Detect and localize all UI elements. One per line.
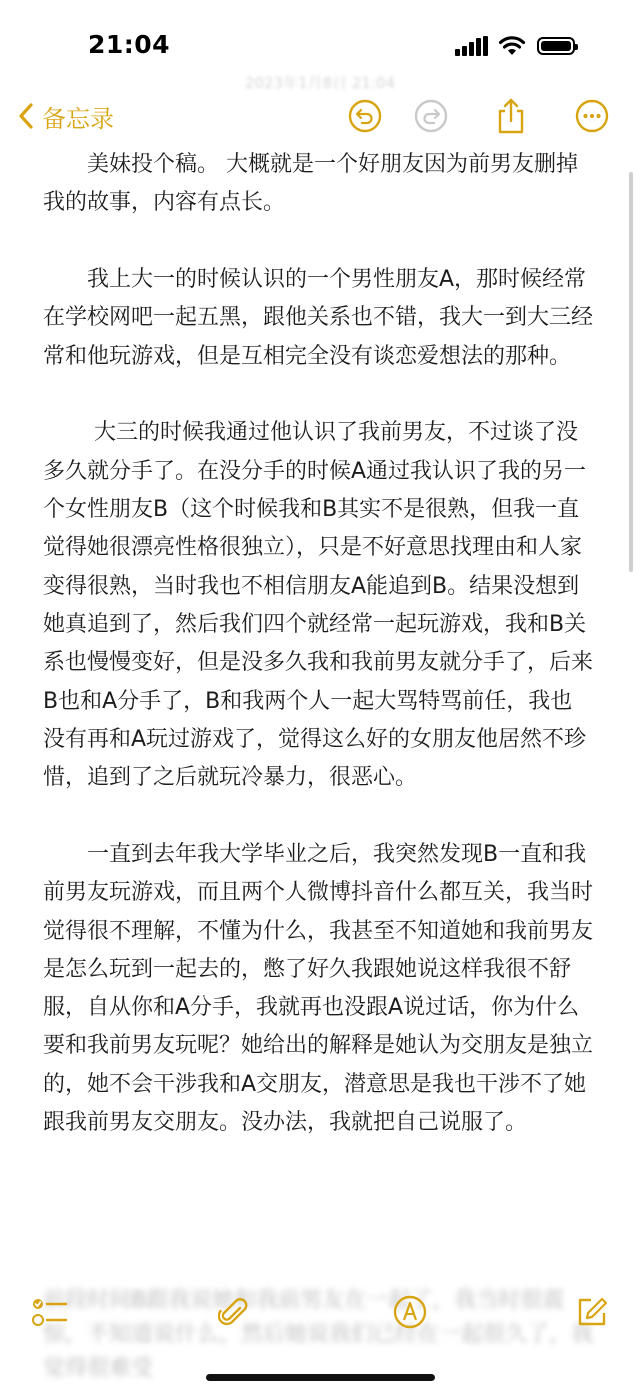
attachment-button[interactable] [213,1292,253,1332]
markup-button[interactable] [390,1292,430,1332]
chevron-left-icon [18,102,34,130]
status-time: 21:04 [88,30,171,59]
undo-button[interactable] [345,96,385,136]
note-date-faded: 2023年1月8日 21:04 [244,74,396,92]
status-bar [0,0,640,92]
ellipsis-circle-icon [575,99,609,133]
home-indicator[interactable] [206,1374,435,1381]
note-paragraph: 大三的时候我通过他认识了我前男友，不过谈了没多久就分手了。在没分手的时候A通过我认识了我的另一个女性朋友B（这个时候我和B其实不是很熟，但我一直觉得她很漂亮性格很独立），只是不好意思找理由和人家变得很熟，当时我也不相信朋友A能追到B。结果没想到她真追到了，然后我们四个就经常一起玩游戏，我和B关系也慢慢变好，但是没多久我和我前男友就分手了，后来B也和A分手了，B和我两个人一起大骂特骂前任，我也没有再和A玩过游戏了，觉得这么好的女朋友他居然不珍惜，追到了之后就玩冷暴力，很恶心。 [43,420,594,791]
note-paragraph: 美妹投个稿。 大概就是一个好朋友因为前男友删掉我的故事，内容有点长。 [43,152,578,216]
back-button[interactable] [18,96,114,136]
cellular-signal-icon [455,36,489,56]
note-paragraph: 我上大一的时候认识的一个男性朋友A，那时候经常在学校网吧一起五黑，跟他关系也不错，我大一到大三经常和他玩游戏，但是互相完全没有谈恋爱想法的那种。 [43,267,594,369]
share-button[interactable] [491,96,531,136]
more-button[interactable] [572,96,612,136]
notes-navigation-bar [0,92,640,142]
note-text-area[interactable] [43,146,593,1181]
checklist-icon [31,1295,69,1329]
compose-button[interactable] [572,1292,612,1332]
wifi-icon [498,35,526,57]
checklist-button[interactable] [30,1292,70,1332]
undo-icon [348,99,382,133]
back-button-label: 备忘录 [42,104,114,133]
compose-icon [575,1295,609,1329]
pen-circle-icon [393,1295,427,1329]
share-icon [495,97,527,135]
battery-icon [537,37,575,55]
paperclip-icon [218,1294,248,1330]
redo-icon [414,99,448,133]
bottom-toolbar [0,1272,640,1391]
note-paragraph: 一直到去年我大学毕业之后，我突然发现B一直和我前男友玩游戏，而且两个人微博抖音什么都互关，我当时觉得很不理解，不懂为什么，我甚至不知道她和我前男友是怎么玩到一起去的，憋了好久我跟她说这样我很不舒服，自从你和A分手，我就再也没跟A说过话，你为什么要和我前男友玩呢？她给出的解释是她认为交朋友是独立的，她不会干涉我和A交朋友，潜意思是我也干涉不了她跟我前男友交朋友。没办法，我就把自己说服了。 [43,841,594,1136]
scroll-indicator[interactable] [629,172,633,572]
redo-button[interactable] [411,96,451,136]
blurred-next-paragraph: 前段时间B跟我说她和我前男友在一起了，我当时很震惊，不知道说什么，然后她说我们已经在一起很久了，我觉得很难受 [43,1288,594,1381]
